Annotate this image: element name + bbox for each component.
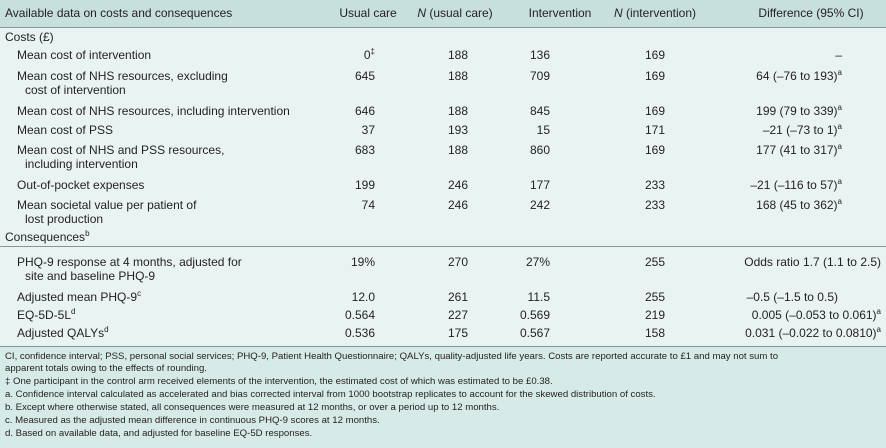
cell-intervention: 136 <box>529 48 550 62</box>
row-label: Mean societal value per patient of <box>17 198 197 212</box>
cell-n-intervention: 169 <box>644 48 665 62</box>
cell-usual: 74 <box>361 198 375 212</box>
row-label: Adjusted QALYs$^d$ <box>17 325 109 340</box>
cell-n-usual: 246 <box>447 178 468 192</box>
row-label: Adjusted mean PHQ-9$^c$ <box>17 289 142 304</box>
footnote-c: c. Measured as the adjusted mean difference in continuous PHQ-9 scores at 12 months. <box>5 415 380 426</box>
cell-difference: 64 (–76 to 193)$^a$ <box>756 68 842 83</box>
row-label: Out-of-pocket expenses <box>17 178 145 192</box>
cell-usual: 683 <box>354 143 375 157</box>
footnote-abbreviations: CI, confidence interval; PSS, personal social services; PHQ-9, Patient Health Questionnaire; QALYs, quality-adjusted life years. Costs are reported accurate to £1 and may not sum to <box>5 351 779 362</box>
row-label: PHQ-9 response at 4 months, adjusted for <box>17 255 242 269</box>
header-usual-care: Usual care <box>339 6 397 20</box>
cell-difference: Odds ratio 1.7 (1.1 to 2.5) <box>744 255 881 269</box>
footnote-dagger: ‡ One participant in the control arm received elements of the intervention, the estimated cost of which was estimated to be £0.38. <box>5 376 553 387</box>
cell-usual: 0.564 <box>344 308 375 322</box>
section-consequences: Consequences$^b$ <box>5 229 90 244</box>
cell-intervention: 177 <box>529 178 550 192</box>
cell-difference: –21 (–73 to 1)$^a$ <box>762 122 842 137</box>
row-label: Mean cost of PSS <box>17 123 114 137</box>
footnote-abbreviations-cont: apparent totals owing to the effects of rounding. <box>5 363 207 374</box>
cell-n-usual: 175 <box>447 326 468 340</box>
cell-intervention: 11.5 <box>527 290 550 304</box>
row-label-cont: cost of intervention <box>25 83 126 97</box>
cell-n-intervention: 158 <box>644 326 665 340</box>
cell-intervention: 0.567 <box>519 326 550 340</box>
cell-n-intervention: 255 <box>644 255 665 269</box>
row-label-cont: site and baseline PHQ-9 <box>25 269 156 283</box>
cell-n-intervention: 233 <box>644 198 665 212</box>
row-label: Mean cost of intervention <box>17 48 152 62</box>
cell-difference: –21 (–116 to 57)$^a$ <box>750 177 842 192</box>
cell-difference: – <box>835 48 842 62</box>
cell-n-usual: 193 <box>447 123 468 137</box>
cell-n-usual: 188 <box>447 48 468 62</box>
cell-difference: 168 (45 to 362)$^a$ <box>756 197 842 212</box>
cell-usual: 0.536 <box>344 326 375 340</box>
cell-intervention: 860 <box>529 143 550 157</box>
row-label-cont: lost production <box>25 212 104 226</box>
header-difference: Difference (95% CI) <box>758 6 864 20</box>
cell-usual: 646 <box>354 104 375 118</box>
cell-n-usual: 227 <box>447 308 468 322</box>
cell-intervention: 845 <box>529 104 550 118</box>
cell-usual: 37 <box>361 123 375 137</box>
cell-n-usual: 188 <box>447 69 468 83</box>
cell-intervention: 0.569 <box>519 308 550 322</box>
footnote-rule <box>0 346 886 347</box>
footnote-b: b. Except where otherwise stated, all consequences were measured at 12 months, or over a period up to 12 months. <box>5 402 500 413</box>
cell-n-usual: 261 <box>447 290 468 304</box>
cell-difference: 0.005 (–0.053 to 0.061)$^a$ <box>751 307 881 322</box>
row-label-cont: including intervention <box>25 157 138 171</box>
row-label: Mean cost of NHS resources, including intervention <box>17 104 290 118</box>
header-n-usual-care: N (usual care) <box>417 6 493 20</box>
cell-usual: 0‡ <box>363 47 375 62</box>
cell-n-usual: 188 <box>447 143 468 157</box>
cell-n-intervention: 233 <box>644 178 665 192</box>
cell-usual: 19% <box>350 255 375 269</box>
cell-usual: 12.0 <box>351 290 375 304</box>
cell-difference: 199 (79 to 339)$^a$ <box>756 103 842 118</box>
cell-n-intervention: 169 <box>644 104 665 118</box>
cell-intervention: 27% <box>525 255 550 269</box>
footnote-d: d. Based on available data, and adjusted for baseline EQ-5D responses. <box>5 428 313 439</box>
cell-intervention: 242 <box>529 198 550 212</box>
cell-n-intervention: 255 <box>644 290 665 304</box>
cell-usual: 645 <box>354 69 375 83</box>
cell-difference: 177 (41 to 317)$^a$ <box>756 142 842 157</box>
cell-n-intervention: 169 <box>644 69 665 83</box>
header-intervention: Intervention <box>528 6 592 20</box>
footnote-a: a. Confidence interval calculated as accelerated and bias corrected interval from 1000 bootstrap replicates to account for the skewed distribution of costs. <box>5 389 656 400</box>
cell-n-intervention: 219 <box>644 308 665 322</box>
cell-n-usual: 188 <box>447 104 468 118</box>
row-label: Mean cost of NHS resources, excluding <box>17 69 228 83</box>
cell-n-intervention: 169 <box>644 143 665 157</box>
cell-n-intervention: 171 <box>644 123 665 137</box>
row-label: $EQ-5D-5L^d$ <box>17 307 76 322</box>
cell-usual: 199 <box>354 178 375 192</box>
cell-difference: 0.031 (–0.022 to 0.0810)$^a$ <box>745 325 881 340</box>
header-n-intervention: N (intervention) <box>613 6 697 20</box>
cell-intervention: 15 <box>536 123 550 137</box>
header-rule <box>0 27 886 28</box>
header-label-col: Available data on costs and consequences <box>5 6 233 20</box>
cell-intervention: 709 <box>529 69 550 83</box>
row-label: Mean cost of NHS and PSS resources, <box>17 143 225 157</box>
cell-n-usual: 246 <box>447 198 468 212</box>
section-rule <box>0 246 886 247</box>
cell-difference: –0.5 (–1.5 to 0.5) <box>746 290 838 304</box>
cell-n-usual: 270 <box>447 255 468 269</box>
section-costs: Costs (£) <box>5 30 54 44</box>
